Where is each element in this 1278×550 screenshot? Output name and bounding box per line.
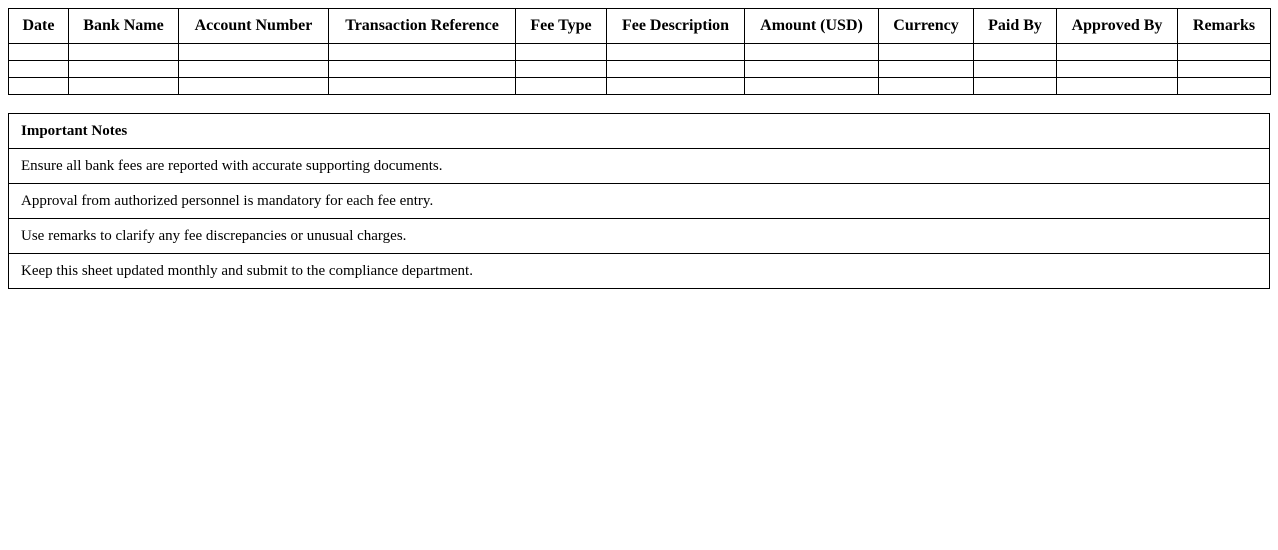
table-row	[9, 78, 1271, 95]
table-cell[interactable]	[879, 78, 974, 95]
note-item: Ensure all bank fees are reported with accurate supporting documents.	[9, 149, 1270, 184]
table-cell[interactable]	[179, 44, 329, 61]
table-cell[interactable]	[745, 61, 879, 78]
column-header-paid-by: Paid By	[974, 9, 1057, 44]
note-item: Use remarks to clarify any fee discrepancies or unusual charges.	[9, 219, 1270, 254]
table-cell[interactable]	[1057, 78, 1178, 95]
table-cell[interactable]	[9, 61, 69, 78]
note-row	[9, 254, 1270, 289]
note-item: Keep this sheet updated monthly and submit to the compliance department.	[9, 254, 1270, 289]
table-cell[interactable]	[607, 61, 745, 78]
table-cell[interactable]	[329, 61, 516, 78]
column-header-date: Date	[9, 9, 69, 44]
table-cell[interactable]	[1178, 78, 1271, 95]
table-row	[9, 61, 1271, 78]
table-cell[interactable]	[745, 44, 879, 61]
note-row	[9, 219, 1270, 254]
bank-fee-table	[8, 8, 1271, 95]
notes-title: Important Notes	[9, 114, 1270, 149]
table-cell[interactable]	[329, 44, 516, 61]
table-cell[interactable]	[516, 61, 607, 78]
column-header-fee-description: Fee Description	[607, 9, 745, 44]
table-cell[interactable]	[329, 78, 516, 95]
fee-table-body	[9, 44, 1271, 95]
table-cell[interactable]	[974, 61, 1057, 78]
table-cell[interactable]	[179, 78, 329, 95]
table-cell[interactable]	[69, 44, 179, 61]
column-header-account-number: Account Number	[179, 9, 329, 44]
column-header-currency: Currency	[879, 9, 974, 44]
table-cell[interactable]	[1178, 44, 1271, 61]
column-header-fee-type: Fee Type	[516, 9, 607, 44]
table-cell[interactable]	[879, 44, 974, 61]
table-cell[interactable]	[516, 78, 607, 95]
table-cell[interactable]	[1057, 44, 1178, 61]
table-cell[interactable]	[69, 78, 179, 95]
notes-header-row	[9, 114, 1270, 149]
table-cell[interactable]	[516, 44, 607, 61]
table-cell[interactable]	[607, 78, 745, 95]
column-header-remarks: Remarks	[1178, 9, 1271, 44]
table-row	[9, 44, 1271, 61]
note-row	[9, 184, 1270, 219]
table-cell[interactable]	[179, 61, 329, 78]
table-cell[interactable]	[1178, 61, 1271, 78]
note-row	[9, 149, 1270, 184]
column-header-approved-by: Approved By	[1057, 9, 1178, 44]
table-cell[interactable]	[9, 78, 69, 95]
table-cell[interactable]	[879, 61, 974, 78]
note-item: Approval from authorized personnel is mandatory for each fee entry.	[9, 184, 1270, 219]
table-cell[interactable]	[974, 78, 1057, 95]
table-cell[interactable]	[9, 44, 69, 61]
table-cell[interactable]	[69, 61, 179, 78]
table-header-row	[9, 9, 1271, 44]
table-cell[interactable]	[974, 44, 1057, 61]
column-header-bank-name: Bank Name	[69, 9, 179, 44]
table-cell[interactable]	[1057, 61, 1178, 78]
table-cell[interactable]	[745, 78, 879, 95]
column-header-transaction-reference: Transaction Reference	[329, 9, 516, 44]
table-cell[interactable]	[607, 44, 745, 61]
important-notes-table	[8, 113, 1270, 289]
column-header-amount-usd: Amount (USD)	[745, 9, 879, 44]
